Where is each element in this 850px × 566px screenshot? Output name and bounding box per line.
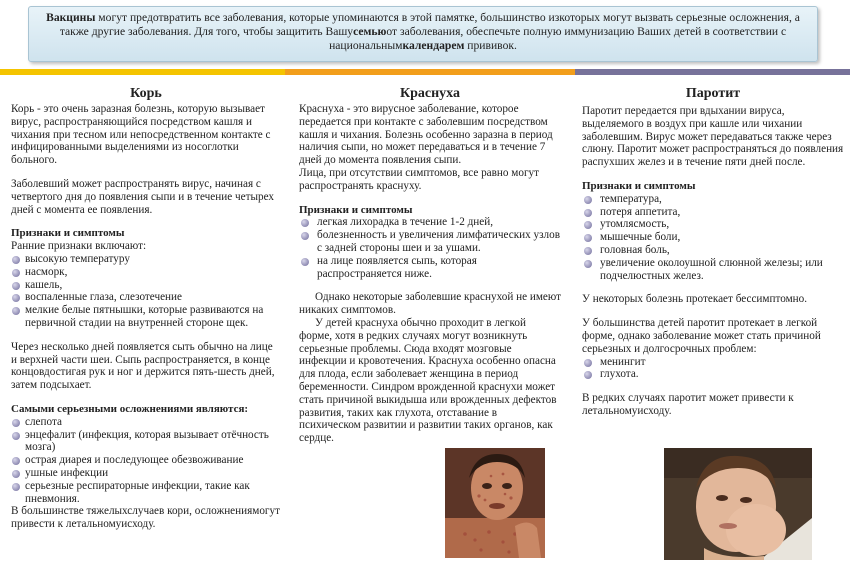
mumps-child-photo: [664, 448, 812, 560]
measles-title: Корь: [130, 86, 162, 101]
measles-intro: Корь - это очень заразная болезнь, которую вызывает вирус, распространяющийся посредством кашля и чихания при тесном или непосредственном контакте с инфицированными выделениями из носоглотки больного.: [11, 103, 271, 167]
list-item: острая диарея и последующее обезвоживание: [11, 454, 281, 467]
measles-contagious: Заболевший может распространять вирус, начиная с четвертого дня до появления сыпи и в течение четырех дней с момента ее появления.: [11, 177, 274, 216]
banner-calendar: календарем: [402, 39, 465, 52]
measles-rash: Через несколько дней появляется сыть обычно на лице и верхней части шеи. Сыпь распространяется, в конце концовдостигая рук и ног и держится пять-шесть дней, затем подсыхает.: [11, 340, 275, 392]
mumps-complications-list: [582, 356, 844, 382]
banner-text-1: могут предотвратить все заболевания, которые упоминаются в этой памятке, большинство изкоторых могут вызвать серьезные осложнения, а также другие заболевания. Для того, чтобы защитить Вашу: [59, 11, 800, 38]
banner-vaccines: Вакцины: [46, 11, 96, 24]
list-item: кашель,: [11, 279, 281, 292]
mumps-children: У большинства детей паротит протекает в легкой форме, однако заболевание может стать причиной серьезных и долгосрочных проблем:: [582, 317, 821, 355]
list-item: мышечные боли,: [582, 231, 844, 244]
list-item: воспаленные глаза, слезотечение: [11, 291, 281, 304]
rubella-signs-list: [299, 216, 561, 280]
measles-signs-title: Признаки и симптомы: [11, 227, 125, 240]
mumps-asymptomatic: У некоторых болезнь протекает бессимптомно.: [582, 293, 808, 306]
measles-complications-title: Самыми серьезными осложнениями являются:: [11, 402, 249, 415]
intro-banner: [28, 6, 818, 62]
mumps-signs-list: [582, 193, 844, 283]
banner-text-3: прививок.: [464, 39, 517, 52]
list-item: серьезные респираторные инфекции, такие как пневмония.: [11, 480, 281, 506]
rubella-intro-2: Лица, при отсутствии симптомов, все равно могут распространять краснуху.: [299, 166, 540, 192]
stripe-orange: [285, 69, 575, 75]
mumps-column: [582, 86, 844, 418]
rubella-intro: Краснуха - это вирусное заболевание, которое передается при контакте с заболевшим посредством кашля и чихания. Болезнь особенно заразна в период наличия сыпи, но может передаваться и в течение 7 дней до момента появления сыпи.: [299, 103, 553, 167]
rubella-child-photo: [445, 448, 545, 558]
list-item: болезненность и увеличения лимфатических узлов с задней стороны шеи и за ушами.: [299, 229, 561, 255]
mumps-signs-title: Признаки и симптомы: [582, 179, 696, 192]
list-item: головная боль,: [582, 244, 844, 257]
list-item: ушные инфекции: [11, 467, 281, 480]
mumps-intro: Паротит передается при вдыхании вируса, выделяемого в воздух при кашле или чихании заболевшим. Вирус может передаваться также через слюну. Паротит может распространяться до появления распухших желез и в течение пяти дней после.: [582, 105, 844, 169]
measles-early-label: Ранние признаки включают:: [11, 240, 147, 253]
banner-family: семью: [353, 25, 387, 38]
list-item: мелкие белые пятнышки, которые развиваются на первичной стадии на внутренней стороне щек.: [11, 304, 281, 330]
measles-early-list: [11, 253, 281, 330]
list-item: менингит: [582, 356, 844, 369]
list-item: увеличение околоушной слюнной железы; или подчелюстных желез.: [582, 257, 844, 283]
measles-complications-list: [11, 416, 281, 506]
mumps-title: Паротит: [685, 86, 741, 101]
rubella-signs-title: Признаки и симптомы: [299, 203, 413, 216]
list-item: утомлясмость,: [582, 218, 844, 231]
list-item: на лице появляется сыпь, которая распространяется ниже.: [299, 255, 561, 281]
rubella-column: [299, 86, 561, 445]
stripe-yellow: [0, 69, 285, 75]
list-item: слепота: [11, 416, 281, 429]
rubella-para-1: Однако некоторые заболевшие краснухой не имеют никаких симптомов.: [299, 291, 561, 317]
mumps-outro: В редких случаях паротит может привести к летальномуисходу.: [582, 392, 794, 417]
list-item: потеря аппетита,: [582, 206, 844, 219]
rubella-title: Краснуха: [399, 86, 461, 101]
list-item: энцефалит (инфекция, которая вызывает отёчность мозга): [11, 429, 281, 455]
measles-outro: В большинстве тяжелыхслучаев кори, осложнениямогут привести к летальномуисходу.: [11, 505, 281, 531]
list-item: высокую температуру: [11, 253, 281, 266]
list-item: насморк,: [11, 266, 281, 279]
list-item: легкая лихорадка в течение 1-2 дней,: [299, 216, 561, 229]
list-item: глухота.: [582, 368, 844, 381]
stripe-purple: [575, 69, 850, 75]
rubella-para-2: У детей краснуха обычно проходит в легкой форме, хотя в редких случаях могут возникнуть серьезные проблемы. Сюда входят мозговые инфекции и кровотечения. Краснуха особенно опасна для плода, если заболевает женщина в период беременности. Синдром врожденной краснухи может стать причиной выкидыша или врожденных дефектов развития, таких как глухота, отставание в психическом развитии и развитии таких органов, как сердце.: [299, 316, 557, 445]
list-item: температура,: [582, 193, 844, 206]
measles-column: [11, 86, 281, 531]
banner-text-2: от заболевания, обеспечьте полную иммунизацию Ваших детей в соответствии с национальным: [329, 25, 787, 52]
